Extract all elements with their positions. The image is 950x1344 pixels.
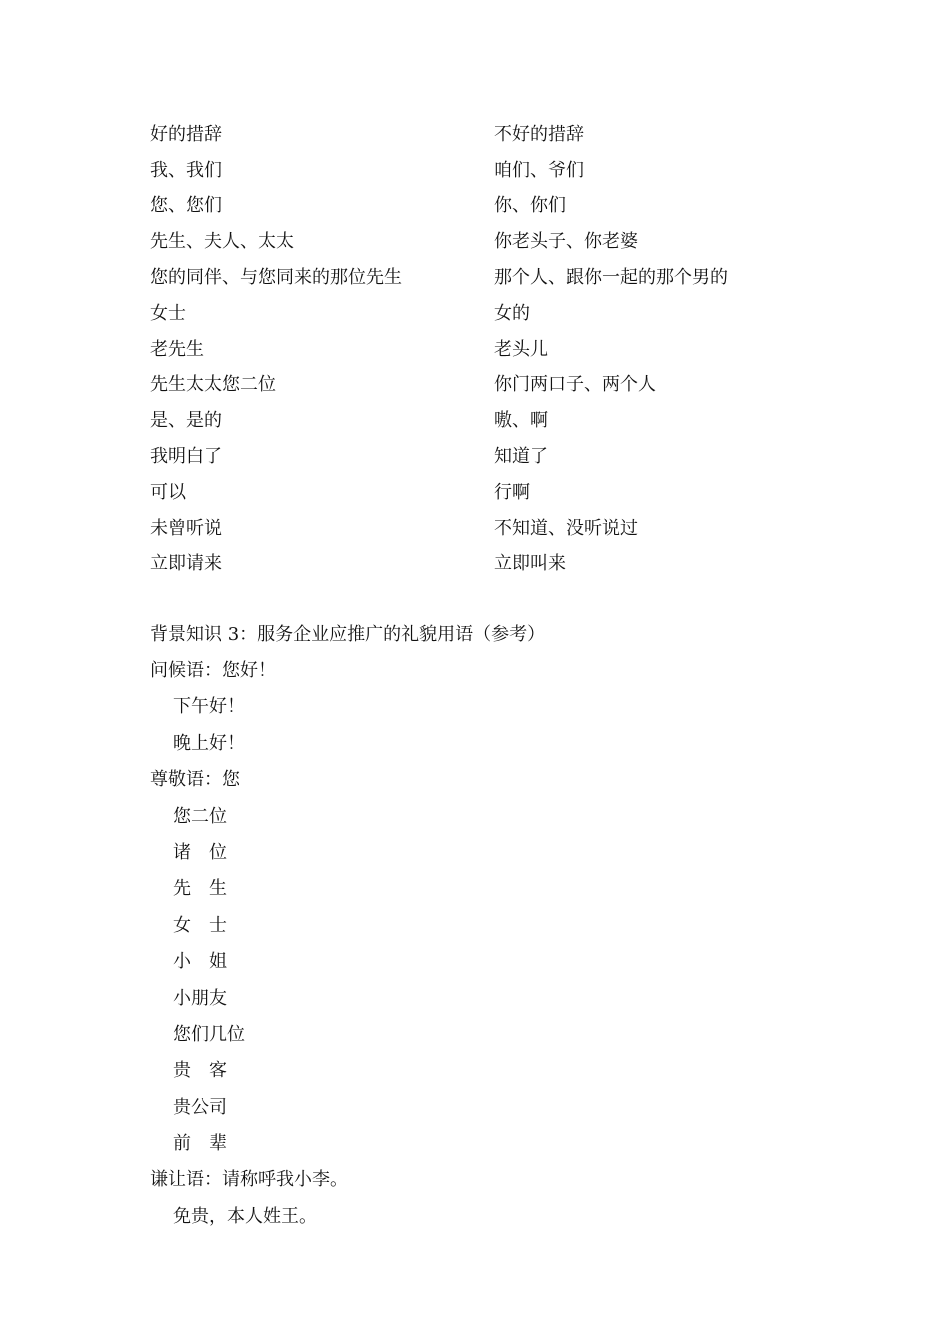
good-wording: 我明白了 (150, 446, 222, 468)
bad-wording: 那个人、跟你一起的那个男的 (494, 267, 728, 289)
list-item: 女 士 (173, 914, 227, 936)
table-row (150, 222, 800, 258)
good-wording: 女士 (150, 302, 186, 324)
list-item: 您们几位 (173, 1023, 245, 1045)
table-row (150, 330, 800, 366)
table-row (150, 294, 800, 330)
list-item: 诸 位 (173, 841, 227, 863)
polite-expressions-section (150, 617, 800, 1235)
list-item: 晚上好！ (173, 732, 245, 754)
respect-label: 尊敬语：您 (150, 769, 240, 791)
good-wording: 未曾听说 (150, 517, 222, 539)
bad-wording: 知道了 (494, 446, 548, 468)
table-header-row (150, 115, 800, 151)
good-wording: 可以 (150, 481, 186, 503)
table-row (150, 258, 800, 294)
list-item: 小朋友 (173, 987, 227, 1009)
list-item: 前 辈 (173, 1133, 227, 1155)
table-row (150, 366, 800, 402)
list-item: 下午好！ (173, 696, 245, 718)
bad-wording: 咱们、爷们 (494, 159, 584, 181)
greeting-label: 问候语：您好！ (150, 660, 276, 681)
bad-wording: 女的 (494, 302, 530, 324)
good-wording: 立即请来 (150, 553, 222, 575)
bad-wording: 你、你们 (494, 195, 566, 217)
list-item: 贵 客 (173, 1060, 227, 1082)
good-wording: 您、您们 (150, 195, 222, 217)
list-item: 您二位 (173, 805, 227, 827)
list-item: 贵公司 (173, 1096, 227, 1118)
bad-wording: 你老头子、你老婆 (494, 231, 638, 253)
good-wording: 是、是的 (150, 410, 222, 432)
table-row (150, 509, 800, 545)
good-wording: 先生、夫人、太太 (150, 231, 294, 253)
list-item: 先 生 (173, 878, 227, 900)
good-wording: 老先生 (150, 338, 204, 360)
table-row (150, 437, 800, 473)
good-wording-header: 好的措辞 (150, 123, 222, 145)
bad-wording: 老头儿 (494, 338, 548, 360)
table-row (150, 473, 800, 509)
good-wording: 您的同伴、与您同来的那位先生 (150, 267, 402, 289)
section-title: 背景知识 3：服务企业应推广的礼貌用语（参考） (150, 624, 546, 645)
bad-wording: 不知道、没听说过 (494, 517, 638, 539)
bad-wording: 行啊 (494, 481, 530, 503)
bad-wording: 嗷、啊 (494, 410, 548, 432)
bad-wording: 你门两口子、两个人 (494, 374, 656, 396)
table-row (150, 401, 800, 437)
table-row (150, 151, 800, 187)
bad-wording-header: 不好的措辞 (494, 123, 584, 145)
table-row (150, 545, 800, 581)
good-wording: 我、我们 (150, 159, 222, 181)
wording-comparison-table (150, 115, 800, 580)
good-wording: 先生太太您二位 (150, 374, 276, 396)
table-row (150, 187, 800, 223)
list-item: 免贵，本人姓王。 (173, 1205, 317, 1227)
list-item: 小 姐 (173, 951, 227, 973)
bad-wording: 立即叫来 (494, 553, 566, 575)
modest-label: 谦让语：请称呼我小李。 (150, 1169, 348, 1191)
